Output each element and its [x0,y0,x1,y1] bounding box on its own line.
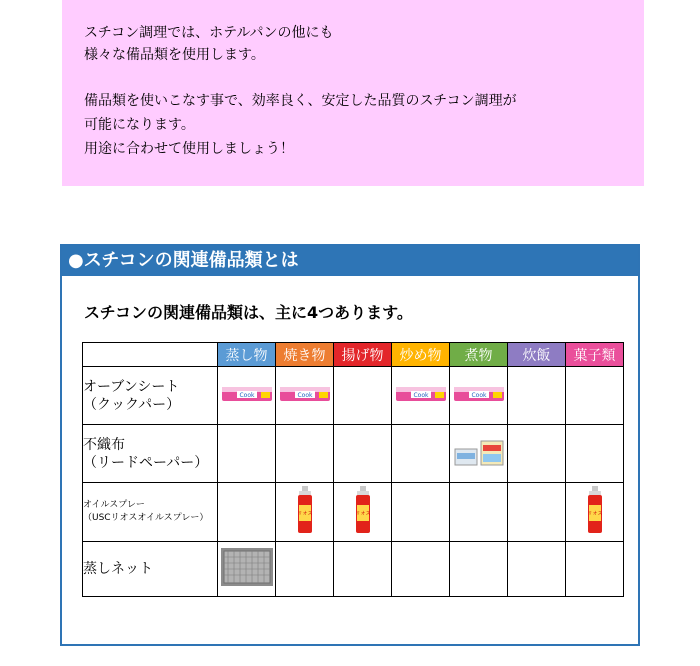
cooking-sheet-icon [395,390,447,409]
oil-spray-icon [296,511,314,539]
cell-steamed [218,425,276,483]
row-label [83,367,218,425]
intro-line-3: 備品類を使いこなす事で、効率良く、安定した品質のスチコン調理が [84,93,517,109]
category-confectionery: 菓子類 [566,343,624,367]
cell-stir-fried [392,367,450,425]
row-steam-net [83,542,624,597]
row-label-line-1: オイルスプレー [83,500,145,510]
oil-spray-icon [586,511,604,539]
cell-fried [334,483,392,542]
row-label [83,542,218,597]
category-simmered: 煮物 [450,343,508,367]
cell-rice [508,483,566,542]
category-stir-fried: 炒め物 [392,343,450,367]
cell-rice [508,367,566,425]
cell-fried [334,367,392,425]
cell-confectionery [566,542,624,597]
equipment-table [82,342,624,597]
row-oven-sheet [83,367,624,425]
category-fried: 揚げ物 [334,343,392,367]
cell-grilled [276,542,334,597]
panel-subtitle: スチコンの関連備品類は、主に4つあります。 [84,303,413,322]
row-label [83,425,218,483]
row-nonwoven [83,425,624,483]
cell-steamed [218,483,276,542]
cell-simmered [450,425,508,483]
oil-spray-icon [354,511,372,539]
svg-text:Cook: Cook [412,391,429,399]
row-label-line-1: 不織布 [83,436,125,453]
cooking-sheet-icon [221,390,273,409]
cell-steamed [218,367,276,425]
header-corner [83,343,218,367]
panel-title: ●スチコンの関連備品類とは [62,246,638,276]
row-label-line-2: （クックパー） [83,396,181,413]
intro-line-1: スチコン調理では、ホテルパンの他にも [84,25,334,41]
cell-steamed [218,542,276,597]
row-label [83,483,218,542]
equipment-panel [60,244,640,646]
cell-stir-fried [392,425,450,483]
category-steamed: 蒸し物 [218,343,276,367]
category-rice: 炊飯 [508,343,566,367]
cell-simmered [450,483,508,542]
cell-rice [508,542,566,597]
category-grilled: 焼き物 [276,343,334,367]
svg-text:リオス: リオス [587,511,602,517]
cell-fried [334,425,392,483]
cell-simmered [450,542,508,597]
svg-text:リオス: リオス [297,511,312,517]
row-label-line-2: （USCリオスオイルスプレー） [83,513,209,523]
cell-stir-fried [392,483,450,542]
cell-grilled [276,425,334,483]
cell-stir-fried [392,542,450,597]
svg-text:リオス: リオス [355,511,370,517]
cooking-sheet-icon [453,390,505,409]
cell-confectionery [566,483,624,542]
svg-text:Cook: Cook [238,391,255,399]
cell-fried [334,542,392,597]
cell-confectionery [566,425,624,483]
row-oil-spray [83,483,624,542]
paper-towel-icon [454,452,504,471]
intro-line-4: 可能になります。 [84,117,195,133]
intro-box [62,0,644,186]
row-label-line-2: （リードペーパー） [83,454,209,471]
intro-line-5: 用途に合わせて使用しましょう！ [84,141,294,157]
svg-text:Cook: Cook [296,391,313,399]
cell-confectionery [566,367,624,425]
row-label-line-1: オーブンシート [83,378,180,395]
steam-net-icon [220,572,274,591]
intro-line-2: 様々な備品類を使用します。 [84,47,265,63]
cell-rice [508,425,566,483]
table-header-row [83,343,624,367]
cell-simmered [450,367,508,425]
cooking-sheet-icon [279,390,331,409]
row-label-line-1: 蒸しネット [83,561,153,577]
svg-text:Cook: Cook [470,391,487,399]
cell-grilled [276,367,334,425]
cell-grilled [276,483,334,542]
